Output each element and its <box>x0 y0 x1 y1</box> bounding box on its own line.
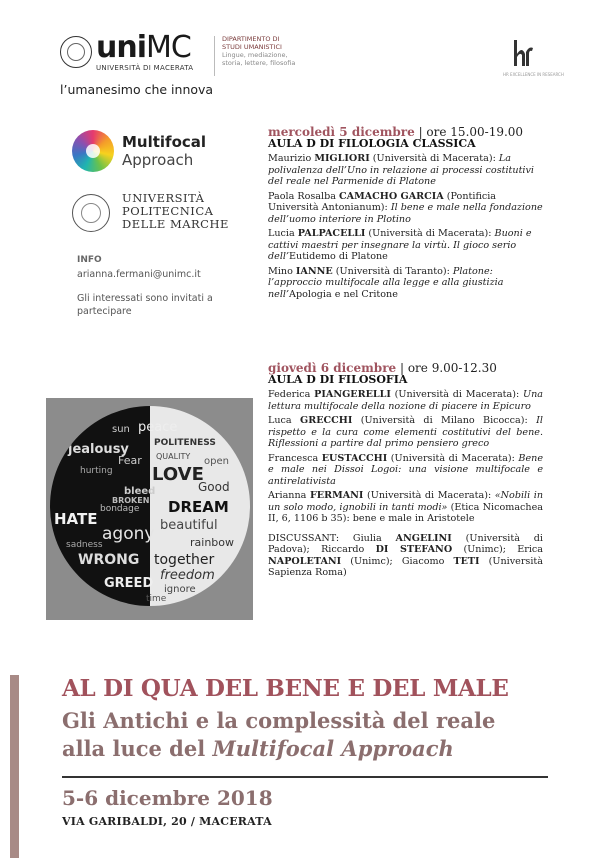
info-email: arianna.fermani@unimc.it <box>77 269 201 280</box>
cloud-word: GREED <box>104 576 154 591</box>
accent-bar <box>10 675 19 858</box>
cloud-word: Good <box>198 480 230 494</box>
cloud-word: sun <box>112 424 130 435</box>
cloud-word: HATE <box>54 510 98 528</box>
cloud-word: Fear <box>118 454 142 467</box>
program-day-2 <box>268 362 543 582</box>
talk-item: Francesca EUSTACCHI (Università di Macerata): Bene e male nei Dissoi Logoi: una visione multifocale e antirelativista <box>268 452 543 487</box>
cloud-word: ignore <box>164 584 196 595</box>
cloud-word: QUALITY <box>156 452 191 461</box>
cloud-word: together <box>154 552 215 568</box>
multifocal-logo-icon <box>72 130 114 172</box>
talk-item: Federica PIANGERELLI (Università di Macerata): Una lettura multifocale della nozione di piacere in Epicuro <box>268 389 543 412</box>
talk-item: Lucia PALPACELLI (Università di Macerata): Buoni e cattivi maestri per insegnare la virtù. Il gioco serio dell’Eutidemo di Platone <box>268 228 532 262</box>
talk-item: Paola Rosalba CAMACHO GARCIA (Pontificia Università Antonianum): Il bene e male nella fondazione dell’uomo interiore in Plotino <box>268 190 543 225</box>
cloud-word: time <box>146 594 167 604</box>
info-note: Gli interessati sono invitati a partecipare <box>77 293 213 317</box>
info-heading: INFO <box>77 255 102 265</box>
talk-item: Maurizio MIGLIORI (Università di Macerata): La polivalenza dell’Uno in relazione ai processi costitutivi del reale nel Parmenide di Platone <box>268 153 534 187</box>
cloud-word: BROKEN <box>112 496 150 505</box>
department-label: DIPARTIMENTO DI STUDI UMANISTICI Lingue, mediazione, storia, lettere, filosofia <box>222 35 296 67</box>
unimc-logo: uniMC <box>96 30 191 65</box>
multifocal-subtitle: Approach <box>122 151 194 169</box>
cloud-word: jealousy <box>68 442 129 457</box>
talk-item: Mino IANNE (Università di Taranto): Platone: l’approccio multifocale alla legge e alla giustizia nell’Apologia e nel Critone <box>268 265 504 300</box>
univpm-seal-icon <box>72 194 110 232</box>
title-divider <box>62 776 548 778</box>
cloud-word: open <box>204 456 229 467</box>
cloud-word: agony <box>102 524 155 544</box>
hr-caption: HR EXCELLENCE IN RESEARCH <box>503 72 564 77</box>
talk-item: Luca GRECCHI (Università di Milano Bicocca): Il rispetto e la cura come elementi costitutivi del bene. Riflessioni a partire dal primo pensiero greco <box>268 415 543 449</box>
cloud-word: LOVE <box>152 464 204 485</box>
event-date: 5-6 dicembre 2018 <box>62 786 273 810</box>
day-1-heading: mercoledì 5 dicembre | ore 15.00-19.00 <box>268 125 524 139</box>
talk-item: Arianna FERMANI (Università di Macerata): «Nobili in un solo modo, ignobili in tanti modi» (Etica Nicomachea II, 6, 1106 b 35): bene e male in Aristotele <box>268 490 544 524</box>
cloud-word: freedom <box>160 568 215 583</box>
motto: l’umanesimo che innova <box>60 82 214 97</box>
cloud-word: bleed <box>124 486 156 497</box>
cloud-word: sadness <box>66 540 103 550</box>
cloud-word: peace <box>138 420 178 435</box>
multifocal-title: Multifocal <box>122 133 207 151</box>
event-subtitle-line-1: Gli Antichi e la complessità del reale <box>62 708 496 733</box>
unimc-seal-icon <box>60 36 92 68</box>
cloud-word: bondage <box>100 504 140 514</box>
univpm-name: UNIVERSITÀ POLITECNICA DELLE MARCHE <box>122 191 229 231</box>
event-venue: VIA GARIBALDI, 20 / MACERATA <box>62 815 272 828</box>
discussant-list: DISCUSSANT: Giulia ANGELINI (Università di Padova); Riccardo DI STEFANO (Unimc); Erica NAPOLETANI (Unimc); Giacomo TETI (Università Sapienza Roma) <box>268 532 544 578</box>
unimc-subtitle: UNIVERSITÀ DI MACERATA <box>96 64 194 72</box>
cloud-word: beautiful <box>160 518 218 533</box>
cloud-word: DREAM <box>168 498 229 516</box>
header-divider <box>214 36 215 76</box>
cloud-word: POLITENESS <box>154 438 216 448</box>
day-1-room: AULA D DI FILOLOGIA CLASSICA <box>268 137 476 150</box>
event-subtitle-line-2: alla luce del Multifocal Approach <box>62 736 454 761</box>
day-2-heading: giovedì 6 dicembre | ore 9.00-12.30 <box>268 361 497 375</box>
cloud-word: rainbow <box>190 536 234 549</box>
program-day-1 <box>268 126 543 303</box>
hr-excellence-icon <box>512 38 534 68</box>
day-2-room: AULA D DI FILOSOFIA <box>268 373 408 386</box>
word-cloud-circle <box>50 406 250 606</box>
cloud-word: hurting <box>80 466 113 476</box>
event-title: AL DI QUA DEL BENE E DEL MALE <box>62 675 509 702</box>
cloud-word: WRONG <box>78 552 140 568</box>
word-cloud-image <box>46 398 253 620</box>
